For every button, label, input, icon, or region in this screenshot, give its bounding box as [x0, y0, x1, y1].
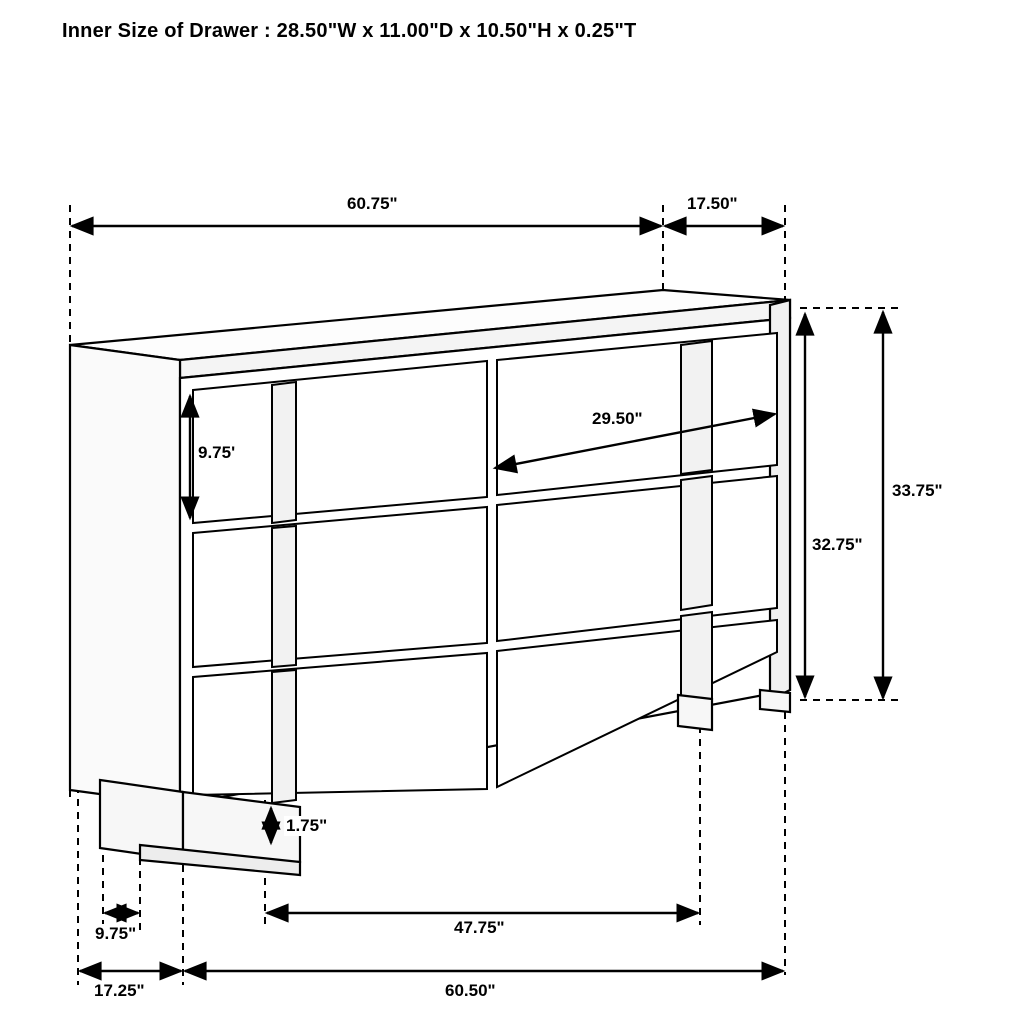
dim-label-leg-height: 1.75" [286, 816, 328, 835]
dim-label-overall-height: 33.75" [892, 481, 943, 500]
drawer-front [193, 361, 487, 523]
dim-label-base-width: 60.50" [445, 981, 496, 1000]
dim-label-case-height: 32.75" [812, 535, 863, 554]
dim-label-top-width: 60.75" [347, 194, 398, 213]
dim-label-drawer-width: 29.50" [592, 409, 643, 428]
case-left-side [70, 345, 180, 805]
drawer-front [193, 653, 487, 795]
dim-label-foot-width: 9.75" [95, 924, 137, 943]
page-title: Inner Size of Drawer : 28.50"W x 11.00"D x 10.50"H x 0.25"T [62, 20, 637, 42]
drawer-front [193, 507, 487, 667]
dim-label-base-depth: 17.25" [94, 981, 145, 1000]
dim-label-top-depth: 17.50" [687, 194, 738, 213]
dim-label-inner-span: 47.75" [454, 918, 505, 937]
dim-label-drawer-height: 9.75' [198, 443, 236, 462]
